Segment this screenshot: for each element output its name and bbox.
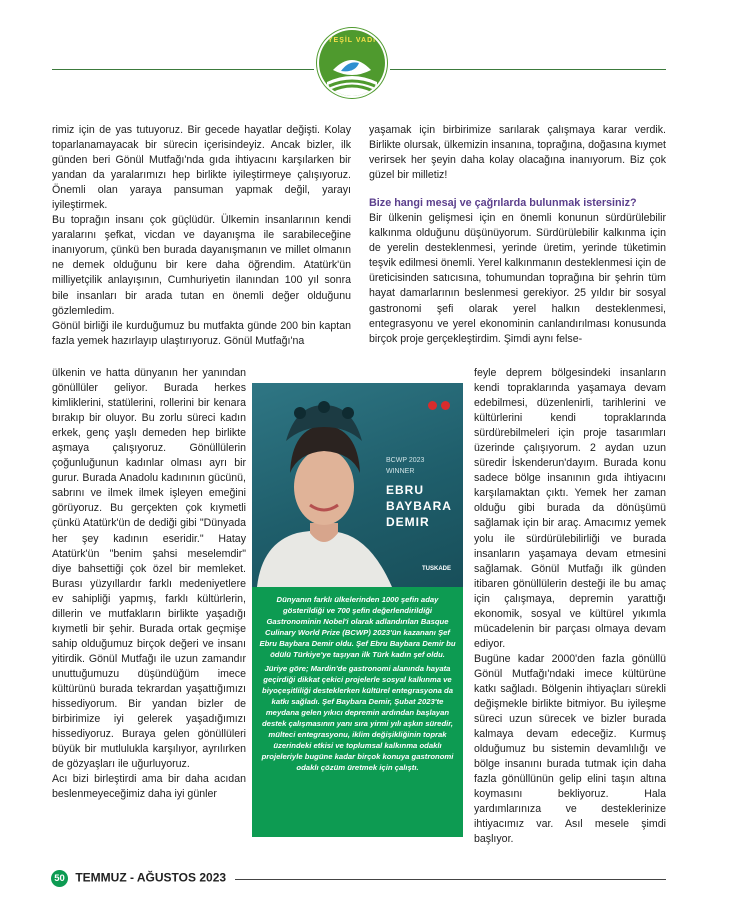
paragraph: Bu toprağın insanı çok güçlüdür. Ülkemin insanlarının kendi yaralarını şefkat, vicdan ve dayanışma ile sarabileceğine inanıyorum, çünkü ben burada dayanışmanın ve millet olmanın ne demek olduğunu bir kere daha öğrendim. Atatürk'ün milliyetçilik anlayışının, Cumhuriyetin ilanından 100 yıl sonra bile insanları bir arada tutan en önemli değer olduğunu gözlemledim. <box>52 214 351 317</box>
right-column-top <box>369 123 666 347</box>
page-footer <box>51 870 226 887</box>
footer-rule <box>235 879 666 880</box>
left-column-top <box>52 123 351 349</box>
paragraph: rimiz için de yas tutuyoruz. Bir gecede hayatlar değişti. Kolay toparlanamayacak bir sürecin içerisindeyiz. Ancak bizler, ilk günden beri Gönül Mutfağı'nda gıda ihtiyacını karşılarken bir yandan da yaralarımızı hep birlikte iyileştirmeye çalışıyoruz. Önemli olan yaraya pansuman yapmak değil, yarayı iyileştirmek. <box>52 124 351 212</box>
chef-portrait-photo <box>252 383 463 587</box>
paragraph: Acı bizi birleştirdi ama bir daha acıdan beslenmeyeceğimiz daha iyi günler <box>52 773 246 801</box>
header-rule-left <box>52 69 314 70</box>
photo-caption <box>252 587 463 837</box>
award-label: BCWP 2023 <box>386 457 425 464</box>
header-rule-right <box>390 69 666 70</box>
yesil-vadi-logo <box>319 30 385 96</box>
winner-label: WINNER <box>386 468 415 475</box>
logo-text: YEŞİL VADİ <box>327 37 377 44</box>
paragraph: Bir ülkenin gelişmesi için en önemli konunun sürdürülebilir kalkınma olduğunu düşünüyorum. Sürdürülebilir kalkınma için de yerelin desteklenmesi, yerinde üretim, yerinde tüketimin teşvik edilmesi önemli. Yerel kalkınmanın desteklenmesi için de üreticisinden satıcısına, tohumundan toprağına bir şehrin tüm hayat damarlarının beslenmesi gerekiyor. 25 yıldır bir sosyal gastronomi şefi olarak yerel halkın desteklenmesi, entegrasyonu ve yerel ekonominin canlandırılması konusunda birçok proje gerçekleştirdim. Şimdi aynı felse- <box>369 212 666 345</box>
caption-paragraph: Dünyanın farklı ülkelerinden 1000 şefin aday gösterildiği ve 700 şefin değerlendirildiği Gastronominin Nobel'i olarak adlandırılan Basque Culinary World Prize (BCWP) 2023'ün kazananı Şef Ebru Baybara Demir oldu. Şef Ebru Baybara Demir bu ödülü Türkiye'ye taşıyan ilk Türk kadın şef oldu. <box>259 595 456 659</box>
chef-name-line1: EBRU <box>386 483 425 497</box>
chef-name-line2: BAYBARA <box>386 499 452 513</box>
flag-logos <box>428 397 450 415</box>
paragraph: yaşamak için birbirimize sarılarak çalışmaya karar verdik. Birlikte olursak, ülkemizin insanına, toprağına, doğasına kıymet verirsek her şeyin daha kolay olacağına inanıyorum. Biz çok güzel bir milletiz! <box>369 124 666 182</box>
flag-icon <box>428 401 437 410</box>
paragraph: Gönül birliği ile kurduğumuz bu mutfakta günde 200 bin kaptan fazla yemek hazırlayıp ulaştırıyoruz. Gönül Mutfağı'na <box>52 319 351 347</box>
sponsor-logo: TUSKADE <box>422 566 452 572</box>
leaf-logo-icon <box>319 30 385 96</box>
flag-icon <box>441 401 450 410</box>
paragraph: Bugüne kadar 2000'den fazla gönüllü Gönül Mutfağı'ndaki imece kültürüne katkı sağladı. Bölgenin ihtiyaçları sürekli değişmekle birlikte bitmiyor. Bu iyileşme süreci uzun sürecek ve bizler burada kalmaya devam edeceğiz. Kurmuş olduğumuz bu sistemin devamlılığı ve bölge insanını burada tutmak için daha fazla gönüllünün gelip elini taşın altına koymasını bekliyoruz. Hala yardımlarınıza ve desteklerinize ihtiyacımız var. Asıl mesele şimdi başlıyor. <box>474 652 666 846</box>
caption-paragraph: Jüriye göre; Mardin'de gastronomi alanında hayata geçirdiği dikkat çekici projelerle sosyal kalkınma ve biyoçeşitliliği desteklerken kültürel entegrasyona da katkı sağladı. Şef Baybara Demir, Şubat 2023'te meydana gelen yıkıcı depremin ardından başlayan destek çalışmasının yanı sıra yirmi yılı aşkın süredir, mülteci entegrasyonu, iklim değişikliğinin toprak üzerindeki etkisi ve toplumsal kalkınma odaklı projeleriyle bugüne kadar birçok konuya gastronomi odaklı çözüm üretmek için çalıştı. <box>261 664 454 772</box>
chef-name-line3: DEMIR <box>386 515 430 529</box>
paragraph: feyle deprem bölgesindeki insanların kendi topraklarında yaşamaya devam edebilmesi, düzenlenirli, tarihlerini ve kültürlerini kendi topraklarında sürdürebilmeleri için proje tasarımları üzerinde çalışıyorum. 2 aydan uzun süredir İskenderun'dayım. Burada konu sadece bölge insanının gıda ihtiyacını karşılamaktan çıktı. Yemek her zaman olduğu gibi burada da dönüşümü sağlamak için bir araç. Amacımız yemek yolu ile sürdürülebilirliği ve burada insanların yaşamaya devam etmesini sağlamak. Gönül Mutfağı ilk günden itibaren gönüllülerin desteği ile bu amaç için çalışmaya, depremin yarattığı ekonomik, sosyal ve kültürel yıkımla mücadelenin bir parçası olmaya devam ediyor. <box>474 367 666 650</box>
issue-label: TEMMUZ - AĞUSTOS 2023 <box>75 870 227 885</box>
interview-question: Bize hangi mesaj ve çağrılarda bulunmak istersiniz? <box>369 197 637 210</box>
right-column-narrow <box>474 366 666 848</box>
left-column-narrow <box>52 366 246 802</box>
page-number: 50 <box>51 870 68 887</box>
paragraph: ülkenin ve hatta dünyanın her yanından gönüllüler geliyor. Burada herkes kimliklerini, statülerini, rollerini bir kenara bırakıp bir oluyor. Bu zorlu süreci kadın erkek, genç yaşlı demeden hep birlikte aşmaya çalışıyoruz. Gönüllülerin çoğunluğunun kadınlar olması ayrı bir gurur. Burada Anadolu kadınının gücünü, sabrını ve ilmek ilmek işleyen emeğini görüyoruz. Bu gerçekten çok kıymetli çünkü Atatürk'ün de dediği gibi "Dünyada her şey kadının eseridir." Hatay Atatürk'ün "benim şahsi meselemdir" diye bahsettiği çok özel bir memleket. Burası yüzyıllardır farklı medeniyetlere ev sahipliği yapmış, farklı kültürlerin, dillerin ve mutfakların birlikte yaşadığı kıymetli bir şehir. Burada ortak geçmişe sahip olduğumuz birçok değeri ve insanı yitirdik. Gönül Mutfağı ile uzun zamandır unuttuğumuzu düşündüğüm imece kültürünü burada tekrardan yaşattığımızı hissediyorum. Bir yandan bizler de birbirimize iyi gelerek yaşadığımızı hissediyoruz. Buraya gelen gönüllüleri büyük bir mutlulukla karşılıyor, ayrılırken de gözyaşları ile uğurluyoruz. <box>52 367 246 771</box>
